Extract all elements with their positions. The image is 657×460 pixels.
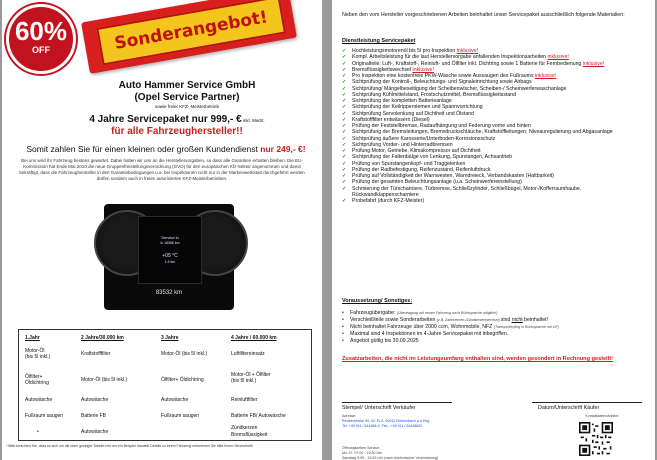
check-icon: ✓ [342,198,347,204]
list-item: ✓ Prüfung von Spurstangenkopf- und Traggelenken [342,160,466,167]
signature-line-seller [342,402,452,403]
check-icon: ✓ [342,104,347,111]
list-item: ✓ Sichtprüfung Servolenkung auf Dichtheit und Ölstand [342,110,474,117]
hours-weekdays: Mo.-Fr. 07:00 - 16:30 Uhr [342,451,383,455]
list-item: ✓ Bremsflüssigkeitswechsel inklusive! [342,66,434,73]
table-cell: Motor-Öl (bis 5l inkl.) [25,348,51,360]
table-cell: • [37,429,39,435]
table-header-1: 1.Jahr [25,335,40,341]
address-label: Adresse: [342,414,357,418]
offer-line1: 4 Jahre Servicepaket nur 999,- € [89,114,242,125]
table-cell: Kraftstofffilter [81,351,111,357]
service-schedule-table [18,329,312,441]
check-icon: ✓ [342,85,347,92]
check-icon: ✓ [342,185,347,192]
table-cell: Fußraum saugen [25,413,64,419]
list-item: ✓ Prüfung auf Vollständigkeit der Warnwesten, Warndreieck, Verbandskasten (Haltbarkeit) [342,173,555,179]
check-icon: ✓ [342,66,347,73]
save-text: Somit zahlen Sie für einen kleinen oder großen Kundendienst [26,144,261,154]
prereq-list [342,310,648,345]
offer-line2: für alle Fahrzeughersteller!! [111,126,243,137]
list-item: • Verschleißteile sowie Sonderarbeiten (z.B. Zahnriemen-/Zündkerzenwechsel) sind nicht beinhaltet! [342,317,549,323]
qr-label: Kontaktdaten/Anfahrt [585,414,619,418]
right-page [332,0,655,460]
list-item: ✓ Hochleistungsmotorenöl bis 5l pro Inspektion inklusive! [342,48,479,54]
check-icon: ✓ [342,135,347,142]
display-temperature: +05 °C [162,253,178,259]
check-icon: ✓ [342,129,347,136]
check-icon: ✓ [342,116,347,123]
save-line [16,144,316,154]
check-icon: ✓ [342,148,347,154]
check-icon: ✓ [342,141,347,148]
check-icon: ✓ [342,166,347,173]
table-header-2: 2 Jahre/30.000 km [81,335,124,341]
table-cell: Ölfilter+ Öldichtring [25,374,49,386]
check-icon: ✓ [342,54,347,61]
list-item: ✓ Probefahrt (durch KFZ-Meister) [342,198,425,204]
list-item: ✓ Kompl. Arbeitsleistung für die laut Herstellervorgabe anfallenden Inspektionsarbeiten inklusive! [342,54,569,61]
footnote: * Bitte beachten Sie, dass es sich um die oben gezeigte Tabelle rein um ein Beispiel handelt! Details zu Ihrem Fahrzeug entnehmen Sie bitte Ihrem Serviceheft! [6,444,253,448]
table-cell: Motor-Öl + Ölfilter (bis 5l inkl.) [231,372,271,384]
table-cell: Motor-Öl (bis 5l inkl.) [81,377,128,383]
check-icon: ✓ [342,154,347,161]
check-icon: ✓ [342,73,347,79]
check-icon: ✓ [342,79,347,86]
signature-label-buyer: Datum/Unterschrift Käufer [538,405,600,411]
address-block [342,414,542,430]
table-cell: Fußraum saugen [161,413,200,419]
list-item: ✓ Sichtprüfung der Kontroll-, Beleuchtungs- und Signaleinrichtung sowie Airbags [342,79,532,86]
list-item: ✓ Sichtprüfung der kompletten Batterieanlage [342,98,452,104]
list-item: ✓ Sichtprüfung Kühlmittelstand, Frostschutzmittel, Bremsflüssigkeitsstand [342,91,517,98]
save-price: nur 249,- €! [260,144,306,154]
table-cell: Autowäsche [81,397,109,403]
list-item: ✓ Prüfung der Radbefestigung, Reifenzustand, Reifenluftdruck [342,166,491,173]
display-service-km: in 16366 km [160,241,180,245]
table-cell: Luftfiltereinsatz [231,351,265,357]
table-cell: Batterie FB [81,413,107,419]
check-icon: ✓ [342,160,347,167]
list-item: ✓ Prüfung der Feststellbremse, Radaufhängung und Federung vorne und hinten [342,123,531,129]
offer-tax-note: inkl. MwSt. [241,118,265,123]
services-heading: Dienstleistung Servicepaket [342,38,416,44]
display-range: 1.9 km [164,260,176,264]
table-cell: Motor-Öl (bis 5l inkl.) [161,351,208,357]
table-cell: Autowäsche [161,397,189,403]
left-page [2,0,322,460]
check-icon: ✓ [342,98,347,104]
dashboard-photo [104,204,234,310]
list-item: ✓ Sichtprüfung der Faltenbälge von Lenkung, Spurstangen, Achsantrieb [342,154,513,161]
table-header-3: 3 Jahre [161,335,179,341]
check-icon: ✓ [342,173,347,179]
list-item: ✓ Schmierung der Türscharniere, Türbremse, Schließzylinder, Schließbügel, Motor-/Kofferraumhaube, Rückwandklappenscharniere [342,185,582,198]
ribbon-banner [96,0,286,65]
table-cell: Zündkerzen [231,425,258,431]
list-item: ✓ Originalteile: Luft-, Kraftstoff-, Reinluft- und Ölfilter inkl. Dichtring sowie 1 Batterie für Fernbedienung inklusive! [342,60,605,67]
table-header-4: 4 Jahre / 60.000 km [231,335,277,341]
opening-hours [342,446,542,460]
check-icon: ✓ [342,123,347,129]
list-item: ✓ Prüfung der gesamten Beleuchtungsanlage (u.a. Scheinwerfereinstellung) [342,179,522,186]
intro-paragraph: Bei uns wird Ihr Fahrzeug bestens gewartet. Dabei halten wir uns an die Herstellervorgaben, so dass alle Garantien erhalten bleiben. Die EU-Kommission hat Ende Mai 2010 die neue Gruppenfreistellungsverordnung (GVO) für den europäischen Kfz-Sektor angenommen und damit bekräftigt, dass die Fahrzeughersteller in den Garantiebedingungen u.a. bei Inspektionen nicht nur in der Markenwerkstatt durchgeführt werden dürfen sondern auch in freien autorisierten KFZ-Meisterbetrieben. [19,158,305,181]
table-cell: Ölfilter+ Öldichtring [161,377,204,383]
special-offer-ribbon [81,0,297,74]
list-item: ✓ Sichtprüfung äußere Karosserie/Unterboden-Korrosionsschutz [342,135,496,142]
check-icon: ✓ [342,48,347,54]
address-phone[interactable]: Tel: +49 911 / 544368-0, Fax.: +49 911 / 54436820 [342,424,423,429]
shop-name: Auto Hammer Service GmbH [118,80,256,91]
table-cell: Reinluftfilter [231,397,258,403]
table-cell: Batterie FB/ Autowäsche [231,413,286,419]
table-cell: Autowäsche [25,397,53,403]
address-street[interactable]: Reuberstraße 99, 40, FLZ, 90512 Rothenbach a.d.Peg. [342,419,431,424]
check-icon: ✓ [342,91,347,98]
list-item: ✓ Pro Inspektion eine kostenfreie PKW-Wäsche sowie Aussaugen des Fußraums inklusive! [342,73,557,79]
check-icon: ✓ [342,110,347,117]
prereq-heading: Voraussetzung/ Sonstiges: [342,298,413,304]
list-item: • Angebot gültig bis 30.09.2025 [342,338,419,344]
list-item: • Nicht beinhaltet Fahrzeuge über 2000 ccm, Wohnmobile, NFZ (Transporter)ling in Rücksprache mit OF) [342,324,559,330]
dashboard-display [138,216,202,284]
shop-subtitle: sowie freier KFZ- Meisterbetrieb [154,104,220,109]
hours-label: Öffnungszeiten Service: [342,446,381,450]
check-icon: ✓ [342,60,347,67]
list-item: • Maximal sind 4 Inspektionen im 4-Jahre Servicepaket mit inbegriffen. [342,331,509,337]
extra-work-notice: Zusatzarbeiten, die nicht im Leistungsumfang enthalten sind, werden gesondert in Rechnung gestellt! [342,356,614,362]
check-icon: ✓ [342,179,347,186]
signature-line-buyer [532,402,642,403]
badge-off: OFF [32,45,50,55]
discount-badge [6,4,76,74]
ribbon-text: Sonderangebot! [113,7,270,54]
list-item: • Fahrzeugübergabe: (Übertragung auf neuen Fahrzeug nach Rücksprache möglich!) [342,310,498,316]
list-item: ✓ Kraftstofffilter entwässern (Diesel) [342,116,430,123]
hours-saturday: Samstag 9:00 - 12:00 Uhr (nach telefonischer Vereinbarung) [342,456,439,460]
signature-label-seller: Stempel/ Unterschrift Verkäufer [342,405,416,411]
list-item: ✓ Sichtprüfung der Bremsleitungen, Bremsdruckschläuche, Kraftstoffleitungen, Niveauregulierung und Abgasanlage [342,129,613,136]
qr-code-icon[interactable] [579,422,613,456]
list-item: ✓ Sichtprüfung Vorder- und Hinterradbremsen [342,141,453,148]
list-item: ✓ Sichtprüfung der Keilrippenriemen und Spannvorrichtung [342,104,483,111]
table-cell: Autowäsche [81,429,109,435]
badge-percent: 60% [14,16,68,46]
shop-partner: (Opel Service Partner) [134,92,240,103]
list-item: ✓ Sichtprüfung/ Mängelbeseitigung der Scheibenwischer, Scheiben-/ Scheinwerferwaschanlage [342,85,567,92]
display-odometer: 83532 km [155,290,183,296]
display-service-title: Service in [161,235,179,240]
services-list [342,48,648,204]
materials-intro: Neben den vom Hersteller vorgeschriebenen Arbeiten beinhaltet unser Servicepaket ausschließlich folgende Materialien: [342,12,625,18]
table-cell: Bremsflüssigkeit [231,432,268,438]
list-item: ✓ Prüfung Motor, Getriebe, Klimakompressor auf Dichtheit [342,148,481,154]
